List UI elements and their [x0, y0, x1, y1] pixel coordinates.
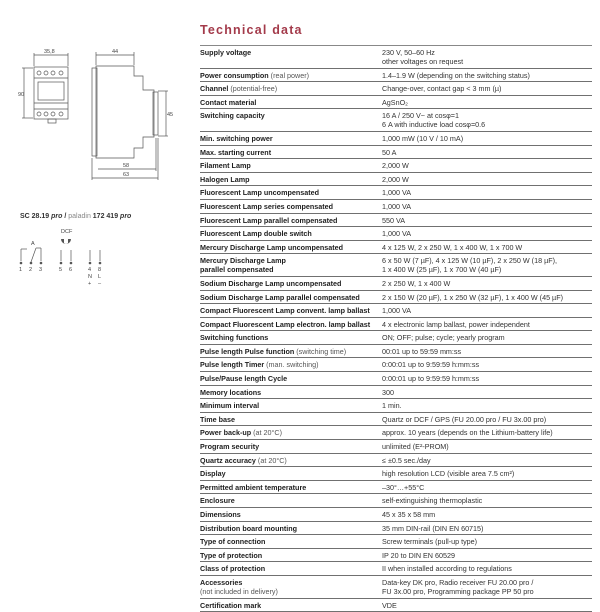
spec-value: –30°…+55°C	[382, 482, 425, 492]
terminal-8: 8	[98, 267, 102, 273]
table-row	[200, 159, 592, 173]
spec-label: Channel (potential-free)	[200, 84, 278, 94]
dcf-label: DCF	[61, 229, 73, 235]
spec-value: 2 x 250 W, 1 x 400 W	[382, 278, 451, 288]
spec-label: Switching functions	[200, 333, 269, 343]
minus-label: –	[98, 281, 102, 287]
spec-value: 16 A / 250 V~ at cosφ=1 6 A with inductive load cosφ=0.6	[382, 111, 486, 130]
table-row	[200, 522, 592, 536]
spec-value: 2,000 W	[382, 174, 409, 184]
spec-label: Mercury Discharge Lamp uncompensated	[200, 242, 343, 252]
section-title: Technical data	[200, 23, 303, 37]
spec-label: Contact material	[200, 97, 257, 107]
table-row	[200, 576, 592, 599]
spec-value: Quartz or DCF / GPS (FU 20.00 pro / FU 3x.00 pro)	[382, 414, 547, 424]
table-row	[200, 345, 592, 359]
spec-value: 4 x electronic lamp ballast, power independent	[382, 319, 530, 329]
spec-value: 1,000 VA	[382, 229, 412, 239]
table-row	[200, 535, 592, 549]
spec-value: VDE	[382, 600, 397, 610]
table-row	[200, 146, 592, 160]
table-row	[200, 46, 592, 69]
spec-value: ≤ ±0.5 sec./day	[382, 455, 431, 465]
spec-label: Type of protection	[200, 550, 263, 560]
spec-label: Fluorescent Lamp double switch	[200, 229, 312, 239]
spec-label: Dimensions	[200, 510, 241, 519]
table-row	[200, 467, 592, 481]
table-row	[200, 426, 592, 440]
spec-value: self-extinguishing thermoplastic	[382, 496, 483, 506]
spec-value: 300	[382, 387, 394, 397]
spec-value: ON; OFF; pulse; cycle; yearly program	[382, 333, 505, 343]
spec-value: 00:01 up to 59:59 mm:ss	[382, 346, 462, 356]
dim-height: 90	[18, 92, 25, 98]
spec-label: Compact Fluorescent Lamp convent. lamp ballast	[200, 306, 370, 316]
antenna-icon	[61, 239, 71, 244]
spec-label: Pulse/Pause length Cycle	[200, 374, 288, 384]
spec-label: Pulse length Timer (man. switching)	[200, 360, 319, 370]
n-label: N	[88, 274, 92, 280]
dim-depth-63: 63	[123, 172, 130, 178]
spec-label: Min. switching power	[200, 133, 273, 143]
table-row	[200, 277, 592, 291]
table-row	[200, 304, 592, 318]
table-row	[200, 132, 592, 146]
table-row	[200, 331, 592, 345]
table-row	[200, 549, 592, 563]
spec-value: 1,000 mW (10 V / 10 mA)	[382, 133, 464, 143]
spec-value: 45 x 35 x 58 mm	[382, 510, 436, 519]
spec-value: 550 VA	[382, 215, 406, 225]
table-row	[200, 82, 592, 96]
table-row	[200, 599, 592, 612]
spec-label: Type of connection	[200, 537, 266, 547]
spec-value: 35 mm DIN-rail (DIN EN 60715)	[382, 523, 484, 533]
contact-label: A	[31, 241, 35, 247]
spec-value: high resolution LCD (visible area 7.5 cm²)	[382, 469, 515, 479]
table-row	[200, 109, 592, 132]
spec-value: Screw terminals (pull-up type)	[382, 537, 478, 547]
table-row	[200, 494, 592, 508]
table-row	[200, 481, 592, 495]
plus-label: +	[88, 281, 92, 287]
table-row	[200, 254, 592, 277]
table-row	[200, 186, 592, 200]
table-row	[200, 372, 592, 386]
table-row	[200, 200, 592, 214]
table-row	[200, 227, 592, 241]
spec-label: Memory locations	[200, 387, 262, 397]
table-row	[200, 241, 592, 255]
spec-label: Accessories (not included in delivery)	[200, 577, 278, 596]
terminal-4: 4	[88, 267, 92, 273]
terminal-3: 3	[39, 267, 43, 273]
spec-label: Fluorescent Lamp parallel compensated	[200, 215, 338, 225]
spec-label: Minimum interval	[200, 401, 260, 411]
spec-label: Program security	[200, 442, 260, 452]
table-row	[200, 318, 592, 332]
spec-value: 230 V, 50–60 Hz other voltages on request	[382, 48, 464, 66]
model-designation: SC 28.19 pro / paladin 172 419 pro	[20, 213, 132, 220]
terminal-6: 6	[69, 267, 73, 273]
spec-label: Mercury Discharge Lamp parallel compensated	[200, 256, 286, 275]
spec-label: Power back-up (at 20°C)	[200, 428, 282, 438]
terminal-5: 5	[59, 267, 63, 273]
spec-value: 2,000 W	[382, 161, 409, 171]
spec-value: 0:00:01 up to 9:59:59 h:mm:ss	[382, 374, 480, 384]
spec-label: Certification mark	[200, 600, 262, 610]
table-row	[200, 358, 592, 372]
spec-value: 1.4–1.9 W (depending on the switching status)	[382, 70, 530, 80]
spec-value: 1 min.	[382, 401, 402, 411]
table-row	[200, 69, 592, 83]
spec-label: Supply voltage	[200, 48, 252, 57]
spec-label: Max. starting current	[200, 147, 272, 157]
spec-label: Fluorescent Lamp uncompensated	[200, 188, 320, 198]
dim-rail: 45	[167, 112, 174, 118]
spec-value: 50 A	[382, 147, 397, 157]
spec-label: Permitted ambient temperature	[200, 482, 307, 492]
spec-value: Data-key DK pro, Radio receiver FU 20.00 pro / FU 3x.00 pro, Programming package PP 50 pro	[382, 577, 534, 596]
terminal-2: 2	[29, 267, 33, 273]
spec-value: 1,000 VA	[382, 201, 412, 211]
spec-label: Pulse length Pulse function (switching time)	[200, 346, 347, 356]
dim-depth-58: 58	[123, 163, 130, 169]
spec-value: 6 x 50 W (7 µF), 4 x 125 W (10 µF), 2 x 250 W (18 µF), 1 x 400 W (25 µF), 1 x 700 W (40 µF)	[382, 256, 557, 275]
spec-value: 4 x 125 W, 2 x 250 W, 1 x 400 W, 1 x 700 W	[382, 242, 523, 252]
table-row	[200, 562, 592, 576]
l-label: L	[98, 274, 102, 280]
spec-value: II when installed according to regulations	[382, 564, 512, 574]
spec-value: IP 20 to DIN EN 60529	[382, 550, 455, 560]
spec-label: Time base	[200, 414, 236, 424]
spec-label: Filament Lamp	[200, 161, 251, 171]
technical-data-table	[200, 45, 592, 612]
spec-label: Fluorescent Lamp series compensated	[200, 201, 334, 211]
spec-value: 0:00:01 up to 9:59:59 h:mm:ss	[382, 360, 480, 370]
spec-label: Class of protection	[200, 564, 266, 574]
spec-value: unlimited (E²-PROM)	[382, 442, 449, 452]
table-row	[200, 440, 592, 454]
dim-front-width: 35,8	[44, 49, 55, 55]
spec-value: Change-over, contact gap < 3 mm (µ)	[382, 84, 502, 94]
spec-value: approx. 10 years (depends on the Lithium-battery life)	[382, 428, 553, 438]
table-row	[200, 413, 592, 427]
spec-value: AgSnO₂	[382, 97, 408, 107]
table-row	[200, 214, 592, 228]
table-row	[200, 291, 592, 305]
table-row	[200, 386, 592, 400]
spec-label: Quartz accuracy (at 20°C)	[200, 455, 287, 465]
spec-label: Power consumption (real power)	[200, 70, 310, 80]
spec-label: Sodium Discharge Lamp uncompensated	[200, 278, 342, 288]
table-row	[200, 454, 592, 468]
terminal-1: 1	[19, 267, 23, 273]
spec-label: Distribution board mounting	[200, 523, 298, 533]
spec-label: Switching capacity	[200, 111, 265, 121]
spec-value: 1,000 VA	[382, 306, 412, 316]
spec-label: Enclosure	[200, 496, 235, 506]
spec-value: 2 x 150 W (20 µF), 1 x 250 W (32 µF), 1 x 400 W (45 µF)	[382, 292, 563, 302]
spec-label: Compact Fluorescent Lamp electron. lamp ballast	[200, 319, 371, 329]
spec-label: Sodium Discharge Lamp parallel compensated	[200, 292, 360, 302]
spec-label: Display	[200, 469, 226, 479]
dim-side-top: 44	[112, 49, 119, 55]
side-view-body	[96, 66, 154, 158]
table-row	[200, 399, 592, 413]
table-row	[200, 173, 592, 187]
spec-value: 1,000 VA	[382, 188, 412, 198]
spec-label: Halogen Lamp	[200, 174, 250, 184]
table-row	[200, 508, 592, 522]
front-view-display	[38, 82, 64, 100]
table-row	[200, 96, 592, 110]
device-drawings	[0, 40, 180, 290]
